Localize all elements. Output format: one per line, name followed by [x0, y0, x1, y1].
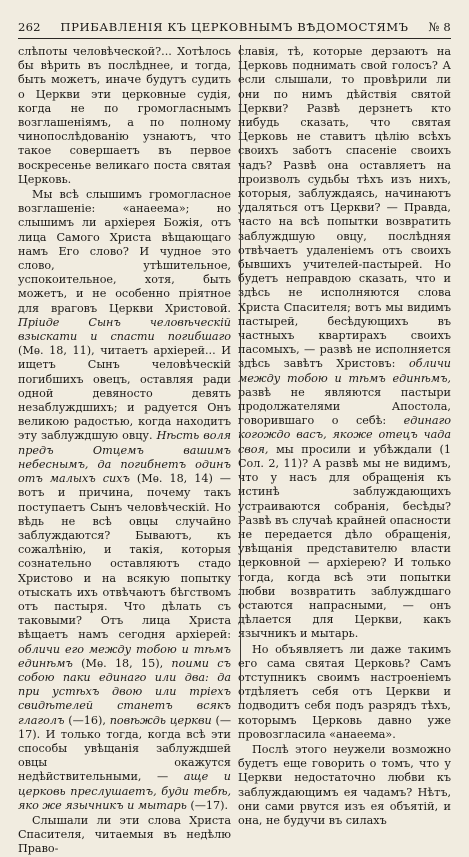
scripture-quote: единаго когождо васъ, якоже отецъ чада своя,	[238, 414, 451, 456]
running-title: ПРИБАВЛЕНІЯ КЪ ЦЕРКОВНЫМЪ ВѢДОМОСТЯМЪ	[60, 20, 409, 34]
paragraph: Мы всѣ слышимъ громогласное возглашеніе: «анаеема»; но слышимъ ли архіерея Божія, отъ лица Самого Христа вѣщающаго намъ Его слово? И чудное это слово, утѣшительное, успокоительное, хотя, быть можетъ, и не особенно пріятное для враговъ Церкви Христовой. Пріиде Сынъ человѣческій взыскати и спасти погибшаго (Мѳ. 18, 11), читаетъ архіерей... И ищетъ Сынъ человѣческій погибшихъ овецъ, оставляя ради одной девяносто девять незаблуждшихъ; и радуется Онъ великою радостью, когда находитъ эту заблуждшую овцу. Нѣсть воля предъ Отцемъ вашимъ небеснымъ, да погибнетъ одинъ отъ малыхъ сихъ (Мѳ. 18, 14) — вотъ и причина, почему такъ поступаетъ Сынъ человѣческій. Но вѣдь не всѣ овцы случайно заблуждаются? Бываютъ, къ сожалѣнію, и такія, которыя сознательно оставляютъ стадо Христово и на всякую попытку отыскать ихъ отвѣчаютъ бѣгствомъ отъ пастыря. Что дѣлать съ таковыми? Отъ лица Христа вѣщаетъ намъ сегодня архіерей: обличи его между тобою и тѣмъ единѣмъ (Мѳ. 18, 15), поими съ собою паки единаго или два: да при устѣхъ двою или тріехъ свидѣтелей станетъ всякъ глаголъ (—16), повѣждь церкви (—17). И только тогда, когда всѣ эти способы увѣщанія заблуждшей овцы окажутся недѣйствительными, — аще и церковь преслушаетъ, буди тебѣ, яко же язычникъ и мытарь (—17).	[18, 188, 232, 812]
paragraph: слѣпоты человѣческой?... Хотѣлось бы вѣрить въ послѣднее, и тогда, быть можетъ, иначе будутъ судить о Церкви эти церковные судія, когда не по громогласнымъ возглашеніямъ, а по полному чинопослѣдованію узнаютъ, что такое совершаетъ въ первое воскресенье великаго поста святая Церковь.	[18, 45, 231, 186]
scripture-quote: обличи его между тобою и тѣмъ единѣмъ	[18, 642, 231, 670]
scripture-quote: поими съ собою паки единаго или два: да при устѣхъ двою или тріехъ свидѣтелей станетъ всякъ глаголъ	[18, 656, 231, 727]
scripture-quote: аще и церковь преслушаетъ, буди тебѣ, яко же язычникъ и мытарь	[18, 770, 231, 812]
paragraph: Послѣ этого неужели возможно будетъ еще говорить о томъ, что у Церкви недостаточно любви къ заблуждающимъ ея чадамъ? Нѣтъ, они сами рвутся изъ ея объятій, и она, не будучи въ силахъ	[238, 742, 451, 827]
page-number: 262	[18, 20, 41, 34]
left-column	[18, 45, 232, 856]
paragraph: славія, тѣ, которые дерзаютъ на Церковь поднимать свой голосъ? А если слышали, то провѣрили ли они по нимъ дѣйствія святой Церкви? Развѣ дерзнетъ кто нибудь сказать, что святая Церковь не ставитъ цѣлію всѣхъ своихъ заботъ спасеніе своихъ чадъ? Развѣ она оставляетъ на произволъ судьбы тѣхъ изъ нихъ, которыя, заблуждаясь, начинаютъ удаляться отъ Церкви? — Правда, часто на всѣ попытки возвратить заблуждшую овцу, послѣдняя отвѣчаетъ удаленіемъ отъ своихъ бывшихъ учителей-пастырей. Но будетъ неправдою сказать, что и здѣсь не исполняются слова Христа Спасителя; вотъ мы видимъ пастырей, бесѣдующихъ въ частныхъ квартирахъ своихъ пасомыхъ, — развѣ не исполняется здѣсь завѣтъ Христовъ: обличи между тобою и тѣмъ единѣмъ, развѣ не являются пастыри продолжателями Апостола, говорившаго о себѣ: единаго когождо васъ, якоже отецъ чада своя, мы просили и убѣждали (1 Сол. 2, 11)? А развѣ мы не видимъ, что у насъ для обращенія къ истинѣ заблуждающихъ устраиваются собранія, бесѣды? Развѣ въ случаѣ крайней опасности не передается дѣло обращенія, увѣщанія представителю власти церковной — архіерею? И только тогда, когда всѣ эти попытки любви возвратить заблуждшаго остаются напрасными, — онъ дѣлается для Церкви, какъ язычникъ и мытарь.	[238, 45, 451, 641]
text-columns	[18, 45, 451, 856]
scripture-quote: Пріиде Сынъ человѣческій взыскати и спасти погибшаго	[18, 315, 231, 344]
paragraph: Но объявляетъ ли даже такимъ его сама святая Церковь? Самъ отступникъ своимъ настроеніемъ отдѣляетъ себя отъ Церкви и подводитъ себя подъ разрядъ тѣхъ, которымъ Церковь давно уже провозгласила «анаеема».	[238, 642, 451, 741]
scripture-quote: Нѣсть воля предъ Отцемъ вашимъ небеснымъ, да погибнетъ одинъ отъ малыхъ сихъ	[18, 429, 231, 486]
running-header	[18, 18, 451, 39]
issue-number: № 8	[428, 20, 451, 34]
paragraph: Слышали ли эти слова Христа Спасителя, читаемыя въ недѣлю Право-	[18, 813, 231, 856]
scripture-quote: повѣждь церкви	[109, 713, 212, 727]
right-column	[238, 45, 451, 827]
column-rule	[240, 45, 241, 703]
scripture-quote: обличи между тобою и тѣмъ единѣмъ,	[238, 357, 451, 385]
